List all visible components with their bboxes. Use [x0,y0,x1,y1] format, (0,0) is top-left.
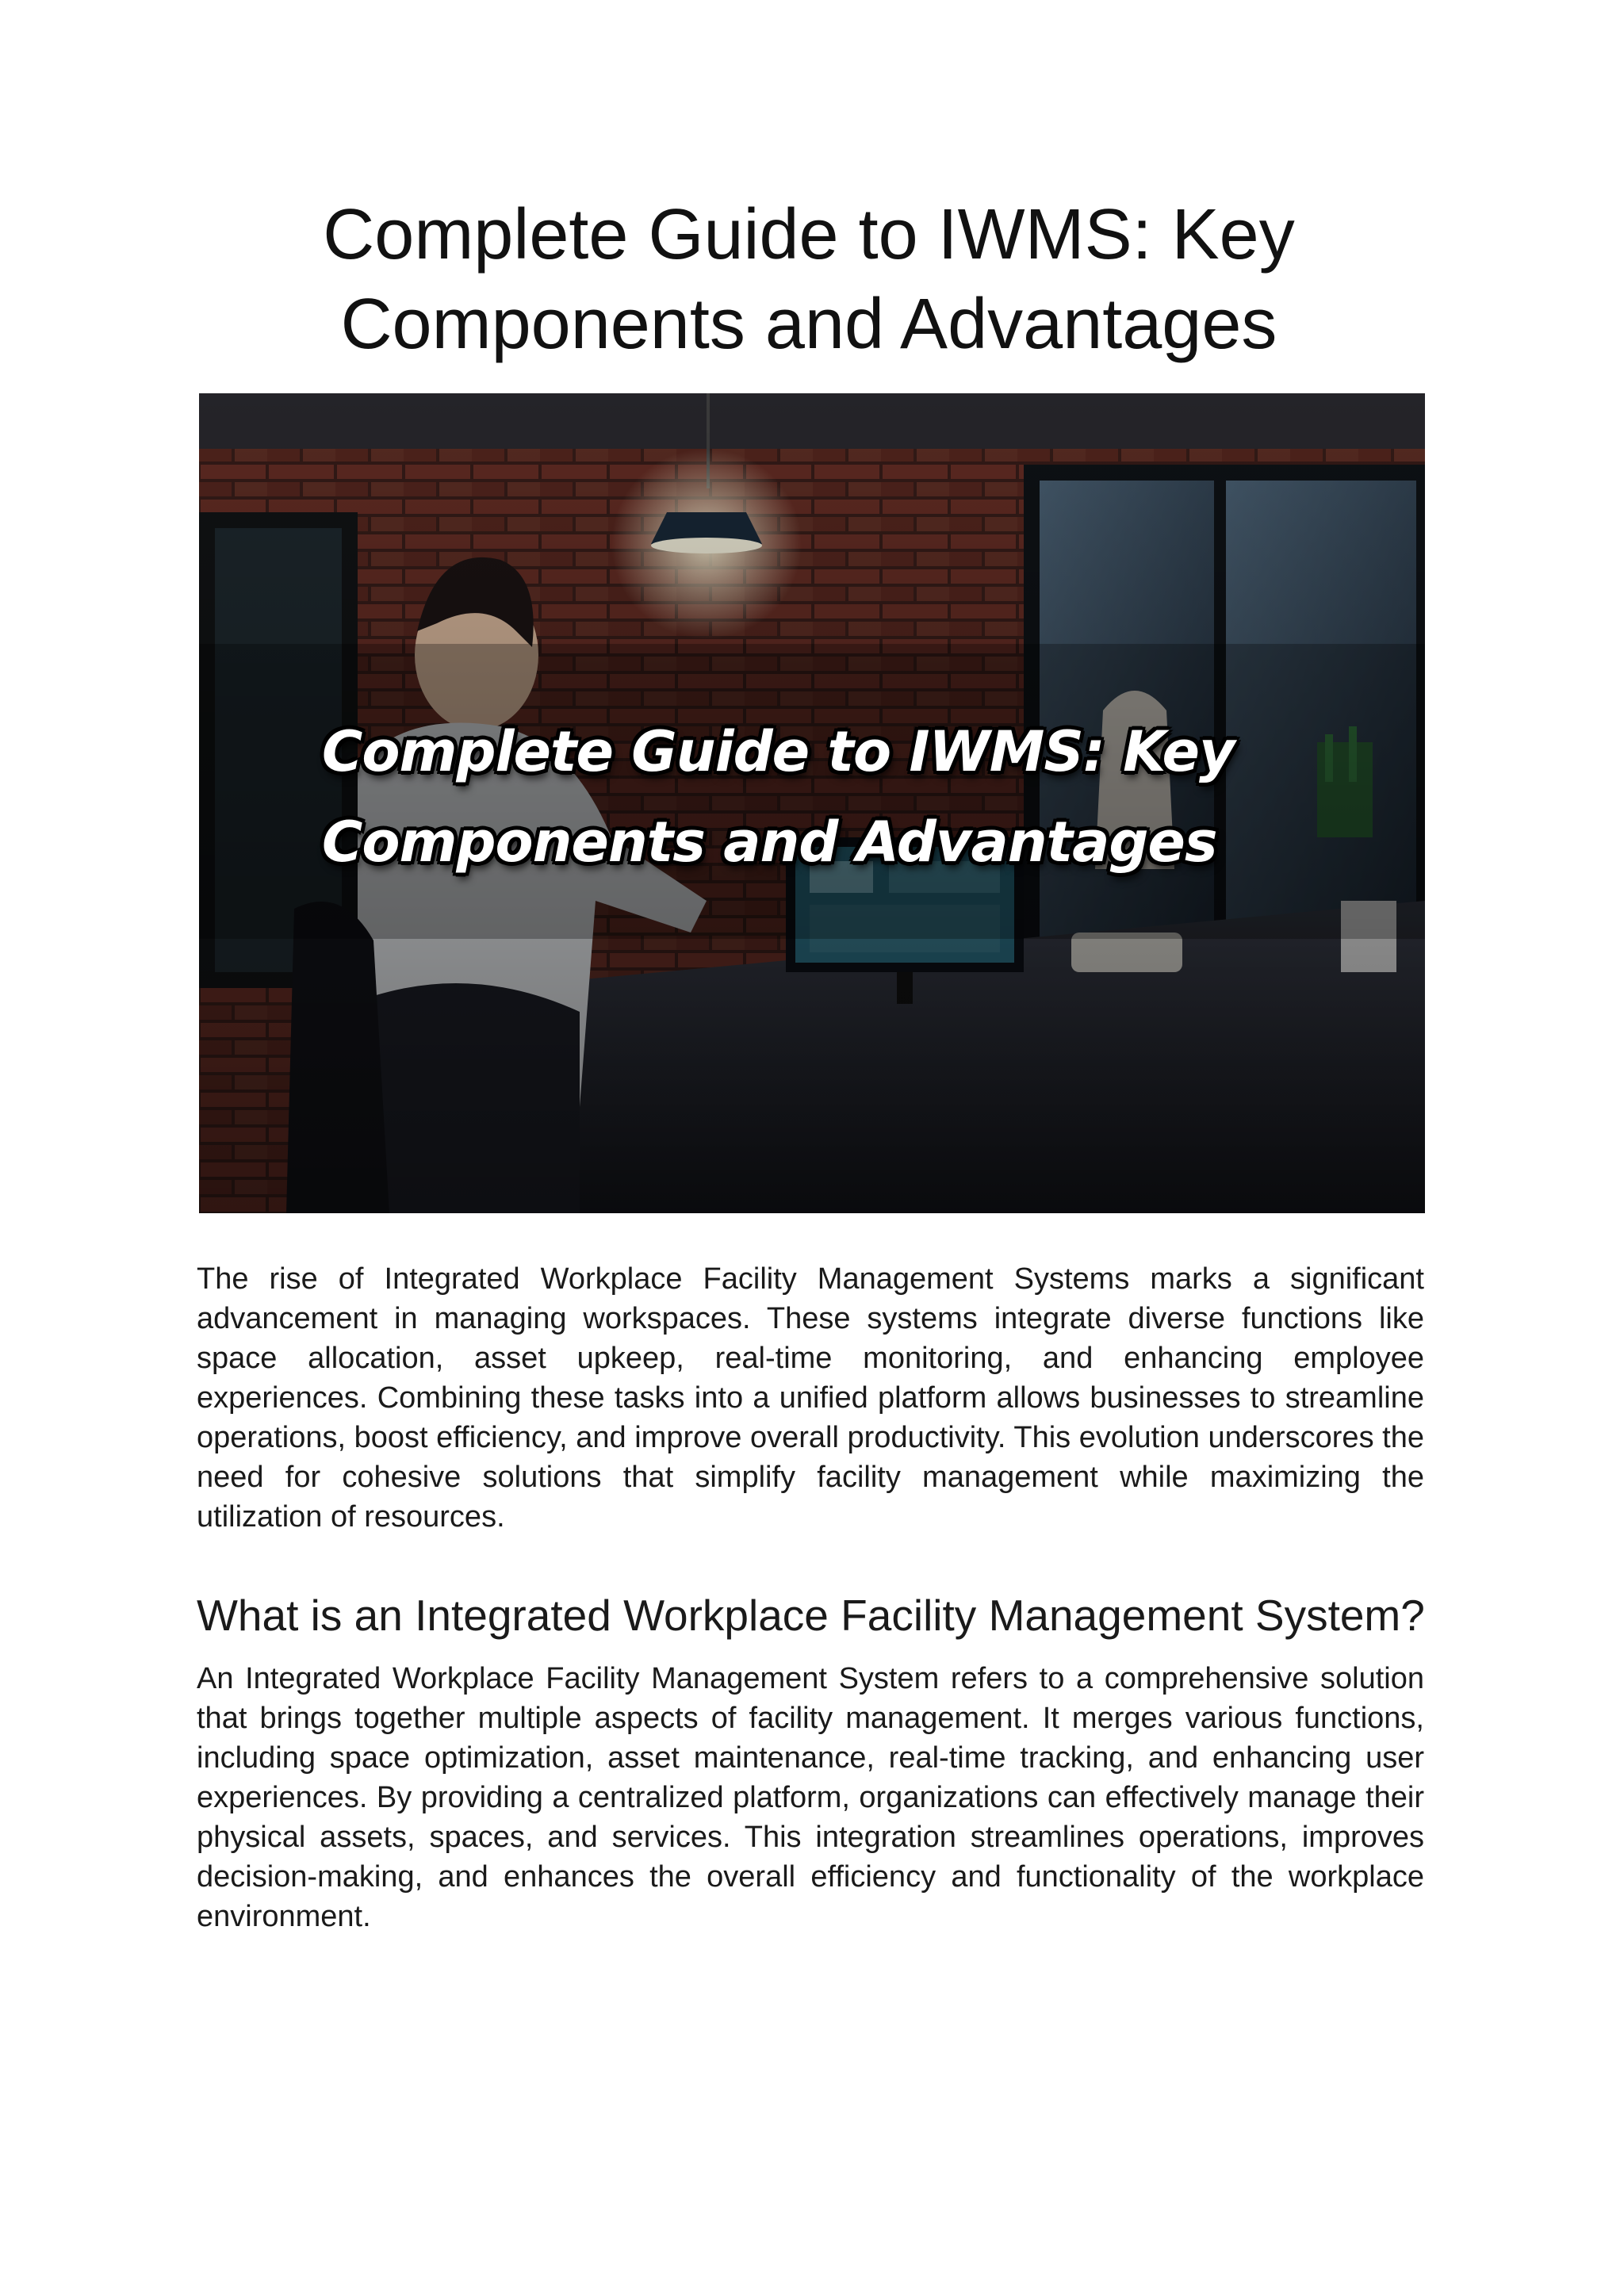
section-heading: What is an Integrated Workplace Facility Management System? [197,1591,1425,1640]
section-paragraph: An Integrated Workplace Facility Management System refers to a comprehensive solution that brings together multiple aspects of facility management. It merges various functions, including space optimization, asset maintenance, real-time tracking, and enhancing user experiences. By providing a centralized platform, organizations can effectively manage their physical assets, spaces, and services. This integration streamlines operations, improves decision-making, and enhances the overall efficiency and functionality of the workplace environment. [197,1662,1424,1933]
hero-image [199,393,1425,1213]
hero-overlay-title [199,393,1425,1213]
hero-overlay-line-1: Complete Guide to IWMS: Key [322,719,1235,784]
intro-paragraph: The rise of Integrated Workplace Facility Management Systems marks a significant advancement in managing workspaces. These systems integrate diverse functions like space allocation, asset upkeep, real-time monitoring, and enhancing employee experiences. Combining these tasks into a unified platform allows businesses to streamline operations, boost efficiency, and improve overall productivity. This evolution underscores the need for cohesive solutions that simplify facility management while maximizing the utilization of resources. [197,1262,1424,1534]
hero-overlay-line-2: Components and Advantages [322,810,1217,875]
document-title: Complete Guide to IWMS: Key Components and Advantages [323,195,1295,364]
